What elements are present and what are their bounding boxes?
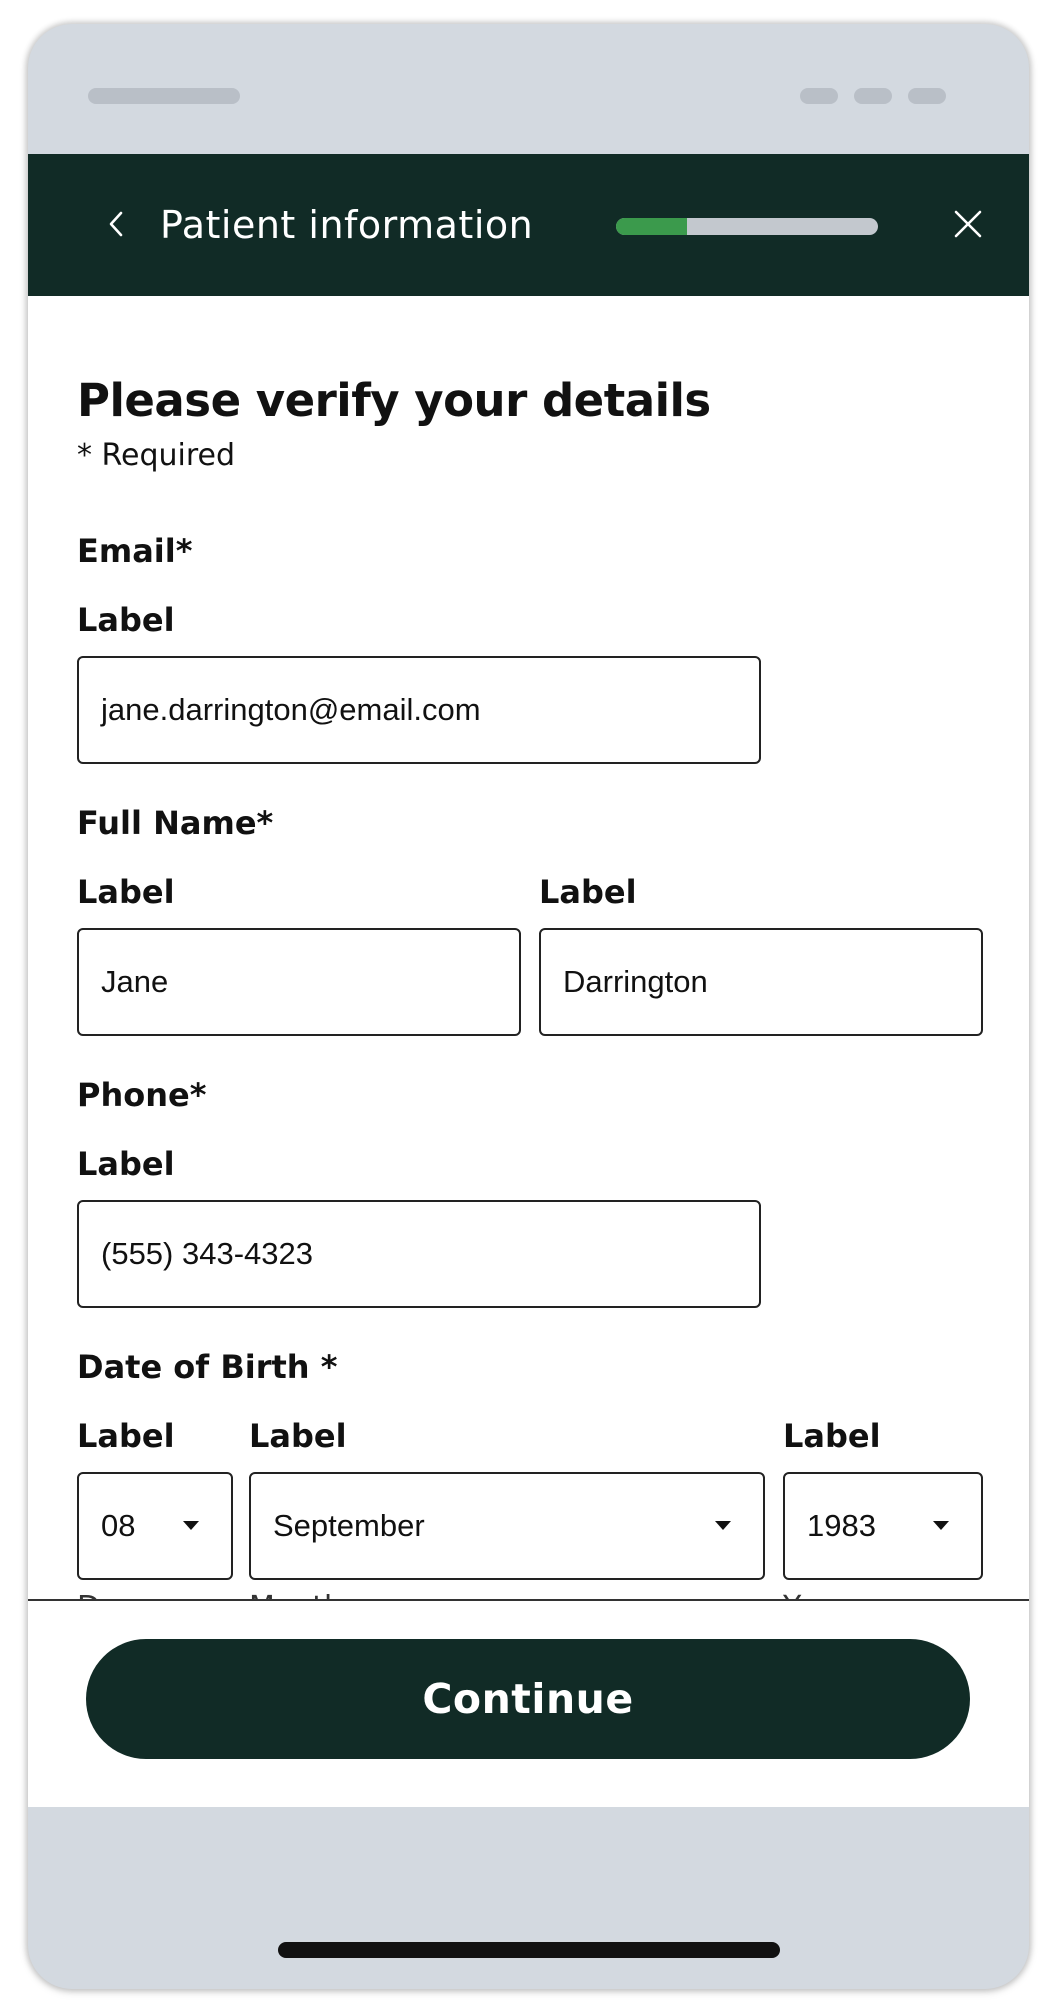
status-bar xyxy=(28,24,1029,154)
status-battery-icon xyxy=(908,88,946,104)
chevron-down-icon xyxy=(183,1521,199,1530)
footer-bar xyxy=(28,1599,1029,1807)
full-name-section-label: Full Name* xyxy=(77,804,274,842)
dob-year-select[interactable] xyxy=(783,1472,983,1580)
chevron-down-icon xyxy=(715,1521,731,1530)
email-field[interactable] xyxy=(77,656,761,764)
last-name-label: Label xyxy=(539,873,637,911)
home-indicator[interactable] xyxy=(278,1942,780,1958)
page-title: Please verify your details xyxy=(77,374,711,427)
email-field-value: jane.darrington@email.com xyxy=(101,692,481,727)
progress-bar xyxy=(616,218,878,235)
dob-section-label: Date of Birth * xyxy=(77,1348,338,1386)
phone-field-label: Label xyxy=(77,1145,175,1183)
chevron-left-icon xyxy=(105,209,127,239)
dob-day-select[interactable] xyxy=(77,1472,233,1580)
dob-month-select[interactable] xyxy=(249,1472,765,1580)
header-title: Patient information xyxy=(160,203,534,247)
chevron-down-icon xyxy=(933,1521,949,1530)
app-header xyxy=(28,154,1029,296)
last-name-field[interactable] xyxy=(539,928,983,1036)
dob-year-label: Label xyxy=(783,1417,881,1455)
status-signal-icon xyxy=(800,88,838,104)
phone-section-label: Phone* xyxy=(77,1076,207,1114)
dob-month-label: Label xyxy=(249,1417,347,1455)
dob-year-value: 1983 xyxy=(807,1508,876,1543)
form-content xyxy=(28,296,1029,1599)
progress-fill xyxy=(616,218,687,235)
first-name-label: Label xyxy=(77,873,175,911)
close-icon xyxy=(953,209,983,239)
dob-month-value: September xyxy=(273,1508,425,1543)
dob-day-label: Label xyxy=(77,1417,175,1455)
first-name-value: Jane xyxy=(101,964,169,999)
email-field-label: Label xyxy=(77,601,175,639)
email-section-label: Email* xyxy=(77,532,193,570)
close-button[interactable] xyxy=(940,196,996,252)
continue-button[interactable]: Continue xyxy=(86,1639,970,1759)
last-name-value: Darrington xyxy=(563,964,708,999)
phone-field-value: (555) 343-4323 xyxy=(101,1236,313,1271)
required-note: * Required xyxy=(77,438,236,473)
back-button[interactable] xyxy=(88,196,144,252)
status-bar-placeholder xyxy=(88,88,240,104)
phone-field[interactable] xyxy=(77,1200,761,1308)
status-wifi-icon xyxy=(854,88,892,104)
dob-day-value: 08 xyxy=(101,1508,136,1543)
phone-frame xyxy=(28,24,1029,1989)
first-name-field[interactable] xyxy=(77,928,521,1036)
